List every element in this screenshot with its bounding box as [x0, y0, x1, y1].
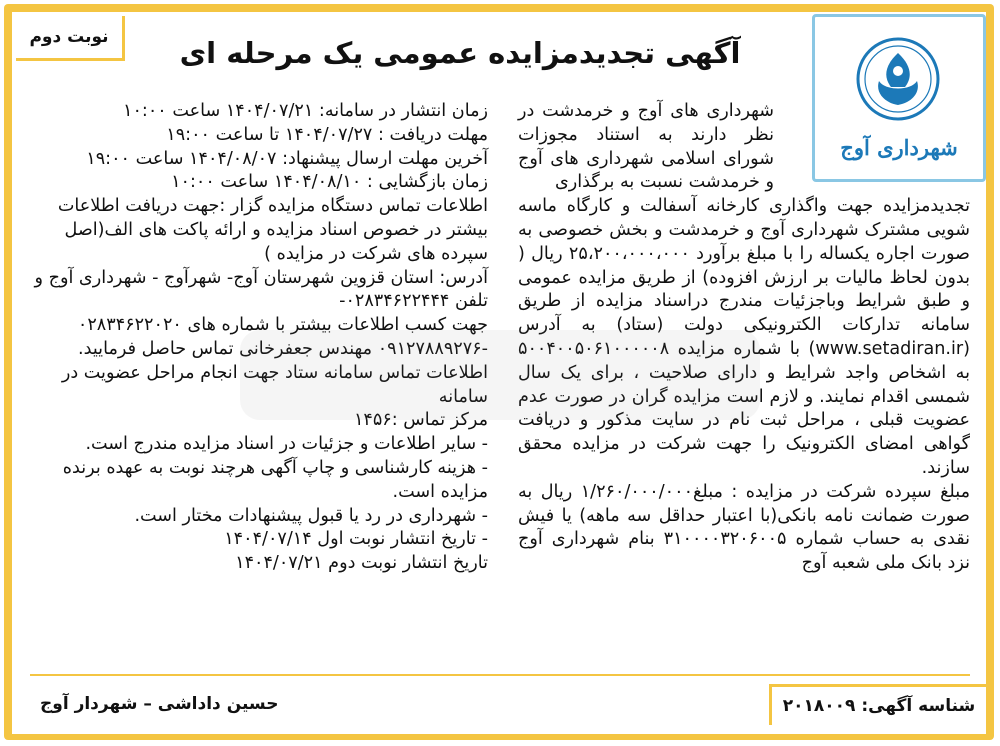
note-3: - شهرداری در رد یا قبول پیشنهادات مختار است. — [134, 505, 488, 526]
intro-paragraph: شهرداری های آوج و خرمدشت در نظر دارند به استناد مجوزات شورای اسلامی شهرداری های آوج و خرمدشت نسبت به برگذاری — [518, 101, 774, 193]
second-publish-date: تاریخ انتشار نوبت دوم ۱۴۰۴/۰۷/۲۱ — [235, 553, 488, 574]
note-1: - سایر اطلاعات و جزئیات در اسناد مزایده مندرج است. — [85, 434, 488, 455]
footer-divider — [30, 674, 970, 676]
call-center: مرکز تماس :۱۴۵۶ — [353, 410, 488, 431]
note-2: - هزینه کارشناسی و چاپ آگهی هرچند نوبت به عهده برنده مزایده است. — [62, 457, 488, 502]
opening-time: زمان بازگشایی : ۱۴۰۴/۰۸/۱۰ ساعت ۱۰:۰۰ — [171, 172, 488, 193]
publish-time: زمان انتشار در سامانه: ۱۴۰۴/۰۷/۲۱ ساعت ۱۰:۰۰ — [123, 101, 488, 121]
tender-paragraph: تجدیدمزایده جهت واگذاری کارخانه آسفالت و کارگاه ماسه شویی مشترک شهرداری آوج و خرمدشت و بخش خصوصی به صورت اجاره یکساله را با مبلغ برآورد ۲۵،۲۰۰،۰۰۰،۰۰۰ ریال ( بدون لحاظ مالیات بر ارزش افزوده) از طریق مزایده عمومی و طبق شرایط وباجزئیات مندرج دراسناد مزایده از طریق سامانه تدارکات الکترونیکی دولت (ستاد) به آدرس (www.setadiran.ir) با شماره مزایده ۵۰۰۴۰۰۵۰۶۱۰۰۰۰۰۸ به اشخاص واجد شرایط و دارای صلاحیت ، برای یک سال شمسی اقدام نمایند. و لازم است مزایده گران در صورت عدم عضویت قبلی ، مراحل ثبت نام در سایت مذکور و دریافت گواهی امضای الکترونیک را جهت شرکت در مزایده محقق سازند. — [518, 196, 970, 478]
ad-id-badge: شناسه آگهی: ۲۰۱۸۰۰۹ — [769, 684, 986, 725]
deposit-paragraph: مبلغ سپرده شرکت در مزایده : مبلغ۱/۲۶۰/۰۰۰/۰۰۰ ریال به صورت ضمانت نامه بانکی(با اعتبار حداقل سه ماهه) یا فیش نقدی به حساب شماره ۳۱۰۰۰۰۳۲۰۶۰۰۵ بنام شهرداری آوج نزد بانک ملی شعبه آوج — [518, 481, 970, 574]
setad-contact: اطلاعات تماس سامانه ستاد جهت انجام مراحل عضویت در سامانه — [61, 362, 488, 407]
signature: حسین داداشی – شهردار آوج — [40, 694, 279, 714]
contact-info: اطلاعات تماس دستگاه مزایده گزار :جهت دریافت اطلاعات بیشتر در خصوص اسناد مزایده و ارائه پاکت های الف(اصل سپرده های شرکت در مزایده ) — [57, 196, 488, 264]
right-column — [518, 100, 970, 576]
phone-info: جهت کسب اطلاعات بیشتر با شماره های ۰۲۸۳۴۶۲۲۰۲۰ -۰۹۱۲۷۸۸۹۲۷۶ مهندس جعفرخانی تماس حاصل فرمایید. — [77, 315, 488, 359]
address: آدرس: استان قزوین شهرستان آوج- شهرآوج - شهرداری آوج و تلفن ۰۲۸۳۴۶۲۲۴۴۴- — [34, 267, 488, 312]
left-column — [32, 100, 488, 576]
round-badge: نوبت دوم — [16, 16, 125, 61]
receive-deadline: مهلت دریافت : ۱۴۰۴/۰۷/۲۷ تا ساعت ۱۹:۰۰ — [166, 124, 488, 145]
ad-title: آگهی تجدیدمزایده عمومی یک مرحله ای — [179, 36, 741, 70]
logo-text: شهرداری آوج — [840, 135, 958, 160]
first-publish-date: - تاریخ انتشار نوبت اول ۱۴۰۴/۰۷/۱۴ — [224, 529, 488, 550]
submit-deadline: آخرین مهلت ارسال پیشنهاد: ۱۴۰۴/۰۸/۰۷ ساعت ۱۹:۰۰ — [86, 148, 488, 169]
